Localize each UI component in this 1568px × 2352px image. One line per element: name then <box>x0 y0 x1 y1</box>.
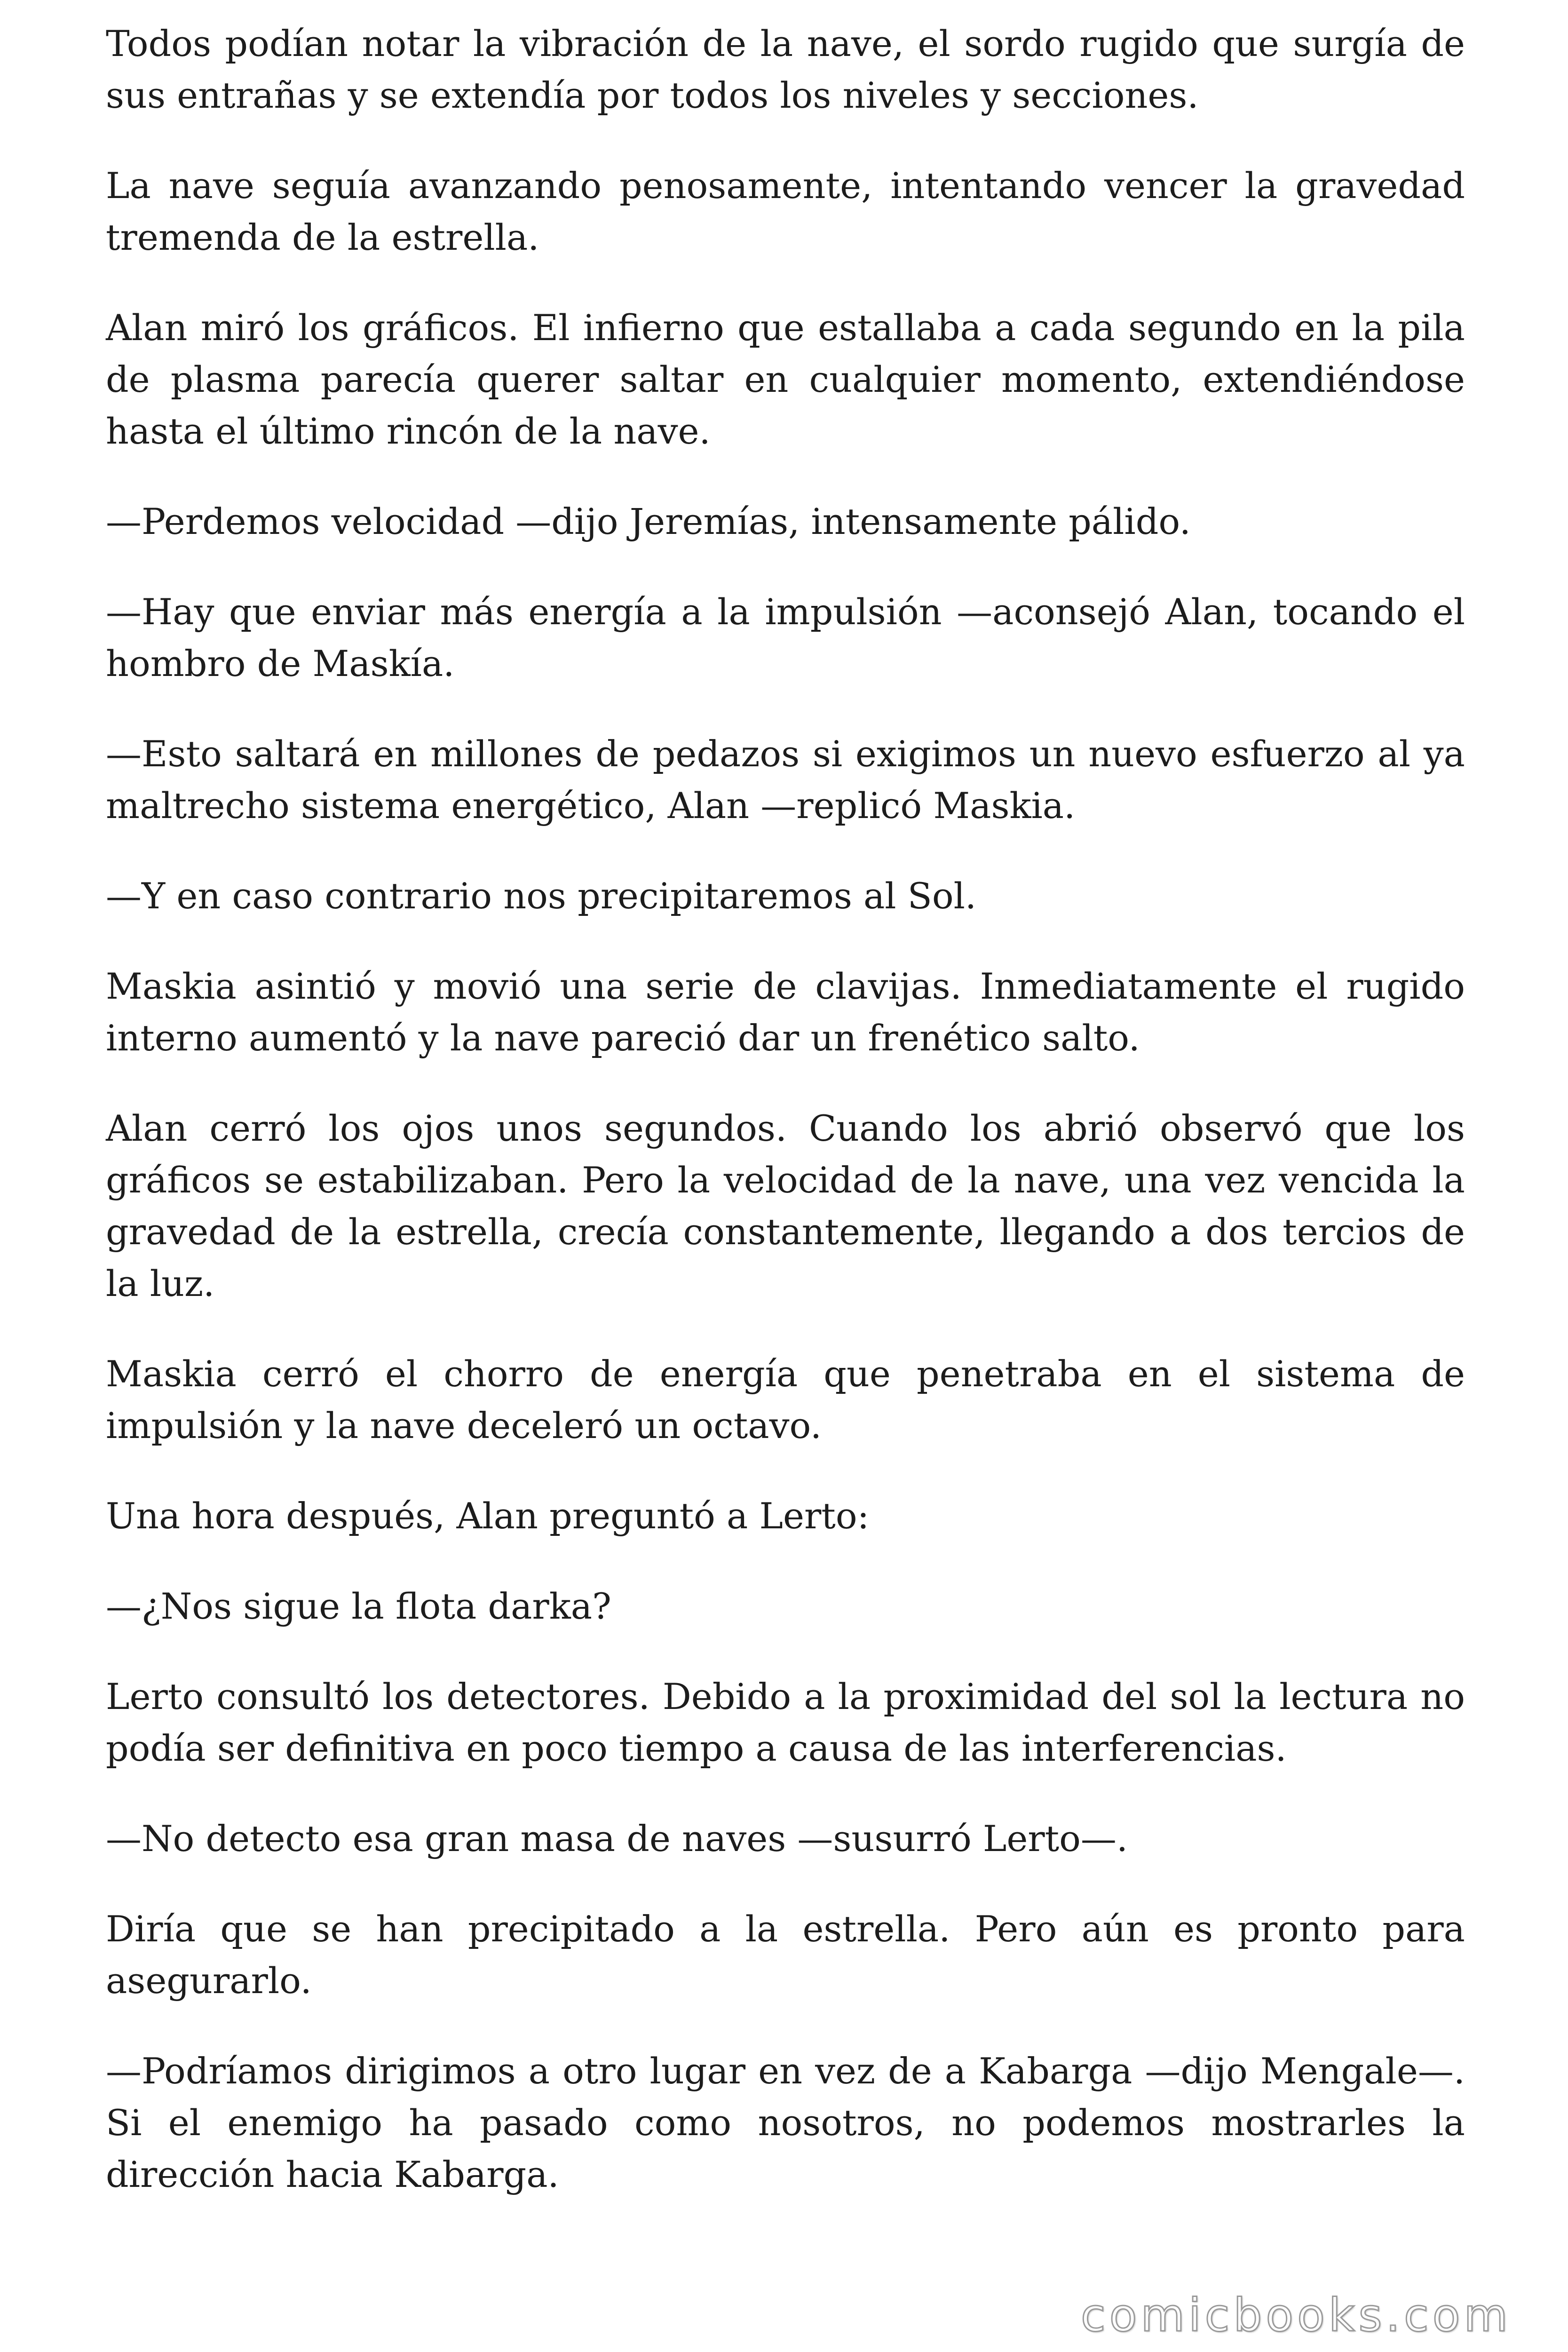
watermark: comicbooks.com <box>1080 2289 1512 2342</box>
paragraph: —No detecto esa gran masa de naves —susurró Lerto—. <box>106 1818 1128 1859</box>
text-column <box>106 18 1465 2239</box>
paragraph: —Esto saltará en millones de pedazos si exigimos un nuevo esfuerzo al ya maltrecho sistema energético, Alan —replicó Maskia. <box>106 733 1465 826</box>
paragraph: —¿Nos sigue la flota darka? <box>106 1585 611 1627</box>
paragraph: Diría que se han precipitado a la estrella. Pero aún es pronto para asegurarlo. <box>106 1908 1465 2002</box>
paragraph: Maskia cerró el chorro de energía que penetraba en el sistema de impulsión y la nave deceleró un octavo. <box>106 1353 1465 1446</box>
book-page <box>106 0 1465 2352</box>
paragraph: —Podríamos dirigimos a otro lugar en vez de a Kabarga —dijo Mengale—. Si el enemigo ha pasado como nosotros, no podemos mostrarles la dirección hacia Kabarga. <box>106 2050 1465 2195</box>
paragraph: Alan miró los gráficos. El infierno que estallaba a cada segundo en la pila de plasma parecía querer saltar en cualquier momento, extendiéndose hasta el último rincón de la nave. <box>106 307 1465 452</box>
paragraph: Todos podían notar la vibración de la nave, el sordo rugido que surgía de sus entrañas y se extendía por todos los niveles y secciones. <box>106 23 1465 116</box>
paragraph: Maskia asintió y movió una serie de clavijas. Inmediatamente el rugido interno aumentó y la nave pareció dar un frenético salto. <box>106 965 1465 1059</box>
paragraph: Lerto consultó los detectores. Debido a la proximidad del sol la lectura no podía ser definitiva en poco tiempo a causa de las interferencias. <box>106 1676 1465 1769</box>
paragraph: Alan cerró los ojos unos segundos. Cuando los abrió observó que los gráficos se estabilizaban. Pero la velocidad de la nave, una vez vencida la gravedad de la estrella, crecía constantemente, llegando a dos tercios de la luz. <box>106 1107 1465 1304</box>
paragraph: —Perdemos velocidad —dijo Jeremías, intensamente pálido. <box>106 501 1191 542</box>
paragraph: La nave seguía avanzando penosamente, intentando vencer la gravedad tremenda de la estrella. <box>106 165 1465 258</box>
paragraph: Una hora después, Alan preguntó a Lerto: <box>106 1495 870 1537</box>
paragraph: —Hay que enviar más energía a la impulsión —aconsejó Alan, tocando el hombro de Maskía. <box>106 591 1465 684</box>
paragraph: —Y en caso contrario nos precipitaremos al Sol. <box>106 875 977 917</box>
